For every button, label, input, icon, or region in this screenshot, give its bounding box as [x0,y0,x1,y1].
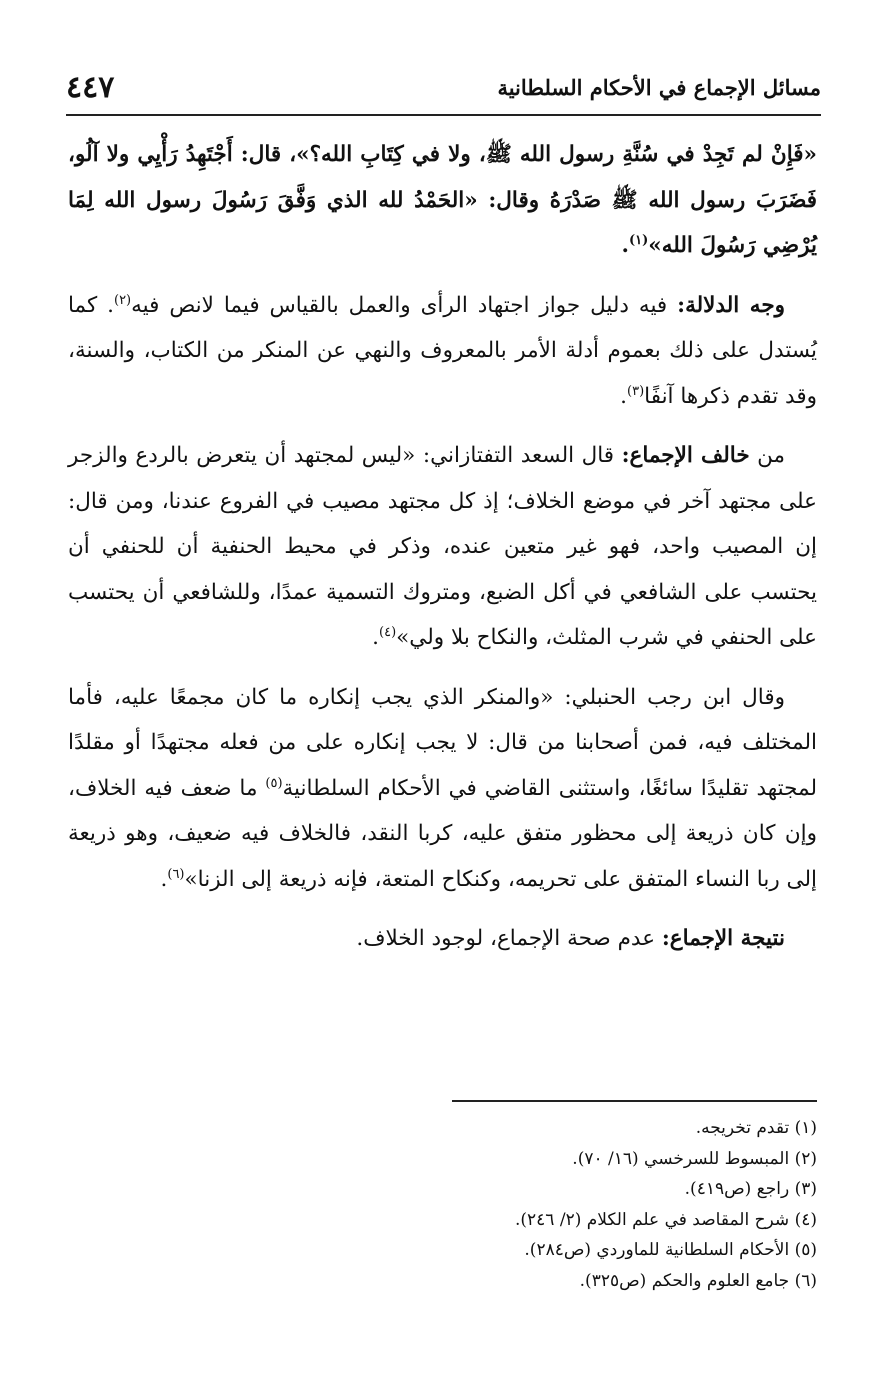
footnote-ref-2: (٢) [113,292,132,308]
footnote-2: (٢) المبسوط للسرخسي (١٦/ ٧٠). [572,1148,817,1169]
period: . [372,625,380,650]
paragraph-conclusion [68,916,817,962]
main-text [68,132,817,976]
footnote-6: (٦) جامع العلوم والحكم (ص٣٢٥). [579,1270,817,1291]
evidence-text-b: . كما يُستدل على ذلك بعموم أدلة الأمر بالمعروف والنهي عن المنكر من الكتاب، والسنة، وقد تقدم ذكرها آنفًا [68,292,817,409]
footnotes-list [300,1113,817,1296]
running-title: مسائل الإجماع في الأحكام السلطانية [497,74,821,100]
footnote-ref-4: (٤) [379,624,397,640]
footnote-3: (٣) راجع (ص٤١٩). [684,1179,817,1199]
period: . [621,233,629,258]
page-number: ٤٤٧ [66,69,115,105]
footnote-5: (٥) الأحكام السلطانية للماوردي (ص٢٨٤). [524,1240,817,1260]
paragraph-evidence [68,283,817,420]
conclusion-text: عدم صحة الإجماع، لوجود الخلاف. [356,926,662,951]
footnote-1: (١) تقدم تخريجه. [695,1118,817,1138]
period: . [160,866,168,892]
dissent-text: قال السعد التفتازاني: «ليس لمجتهد أن يتعرض بالردع والزجر على مجتهد آخر في موضع الخلاف؛ إذ كل مجتهد مصيب في الفروع عندنا، ومن قال: إن المصيب واحد، فهو غير متعين عنده، وذكر في محيط الحنفية أن للحنفي أن يحتسب على الشافعي في أكل الضبع، ومتروك التسمية عمدًا، وللشافعي أن يحتسب على الحنفي في شرب المثلث، والنكاح بلا ولي» [68,443,817,650]
footnote-4: (٤) شرح المقاصد في علم الكلام (٢/ ٢٤٦). [514,1209,817,1230]
evidence-label: وجه الدلالة: [677,292,785,318]
paragraph-hadith-quote [68,132,817,269]
conclusion-label: نتيجة الإجماع: [661,926,785,951]
footnote-ref-3: (٣) [627,383,645,399]
footnote-ref-6: (٦) [167,866,185,882]
dissent-prefix: من [749,443,785,468]
footnote-ref-5: (٥) [265,775,283,791]
dissent-label: خالف الإجماع: [621,443,750,468]
hadith-quote-text: «فَإِنْ لم تَجِدْ في سُنَّةِ رسول الله ﷺ، ولا في كِتَابِ الله؟»، قال: أَجْتَهِدُ رَأْيِي ولا آلُو، فَضَرَبَ رسول الله ﷺ صَدْرَهُ وقال: «الحَمْدُ لله الذي وَفَّقَ رَسُولَ رسول الله لِمَا يُرْضِي رَسُولَ الله» [68,142,817,258]
period: . [620,383,627,409]
footnote-separator [452,1100,817,1102]
header-rule [66,114,821,116]
footnote-ref-1: (١) [628,232,649,248]
paragraph-dissent [68,433,817,661]
ibn-rajab-text-b: ما ضعف فيه الخلاف، وإن كان ذريعة إلى محظور متفق عليه، كربا النقد، فالخلاف فيه ضعيف، وهو ذريعة إلى ربا النساء المتفق على تحريمه، وكنكاح المتعة، فإنه ذريعة إلى الزنا» [68,775,817,892]
evidence-text-a: فيه دليل جواز اجتهاد الرأى والعمل بالقياس فيما لانص فيه [131,292,678,318]
paragraph-ibn-rajab [68,675,817,903]
ibn-rajab-text-a: وقال ابن رجب الحنبلي: «والمنكر الذي يجب إنكاره ما كان مجمعًا عليه، فأما المختلف فيه، فمن أصحابنا من قال: لا يجب إنكاره على من فعله مجتهدًا أو مقلدًا لمجتهد تقليدًا سائغًا، واستثنى القاضي في الأحكام السلطانية [68,684,817,801]
page-header [66,62,821,112]
